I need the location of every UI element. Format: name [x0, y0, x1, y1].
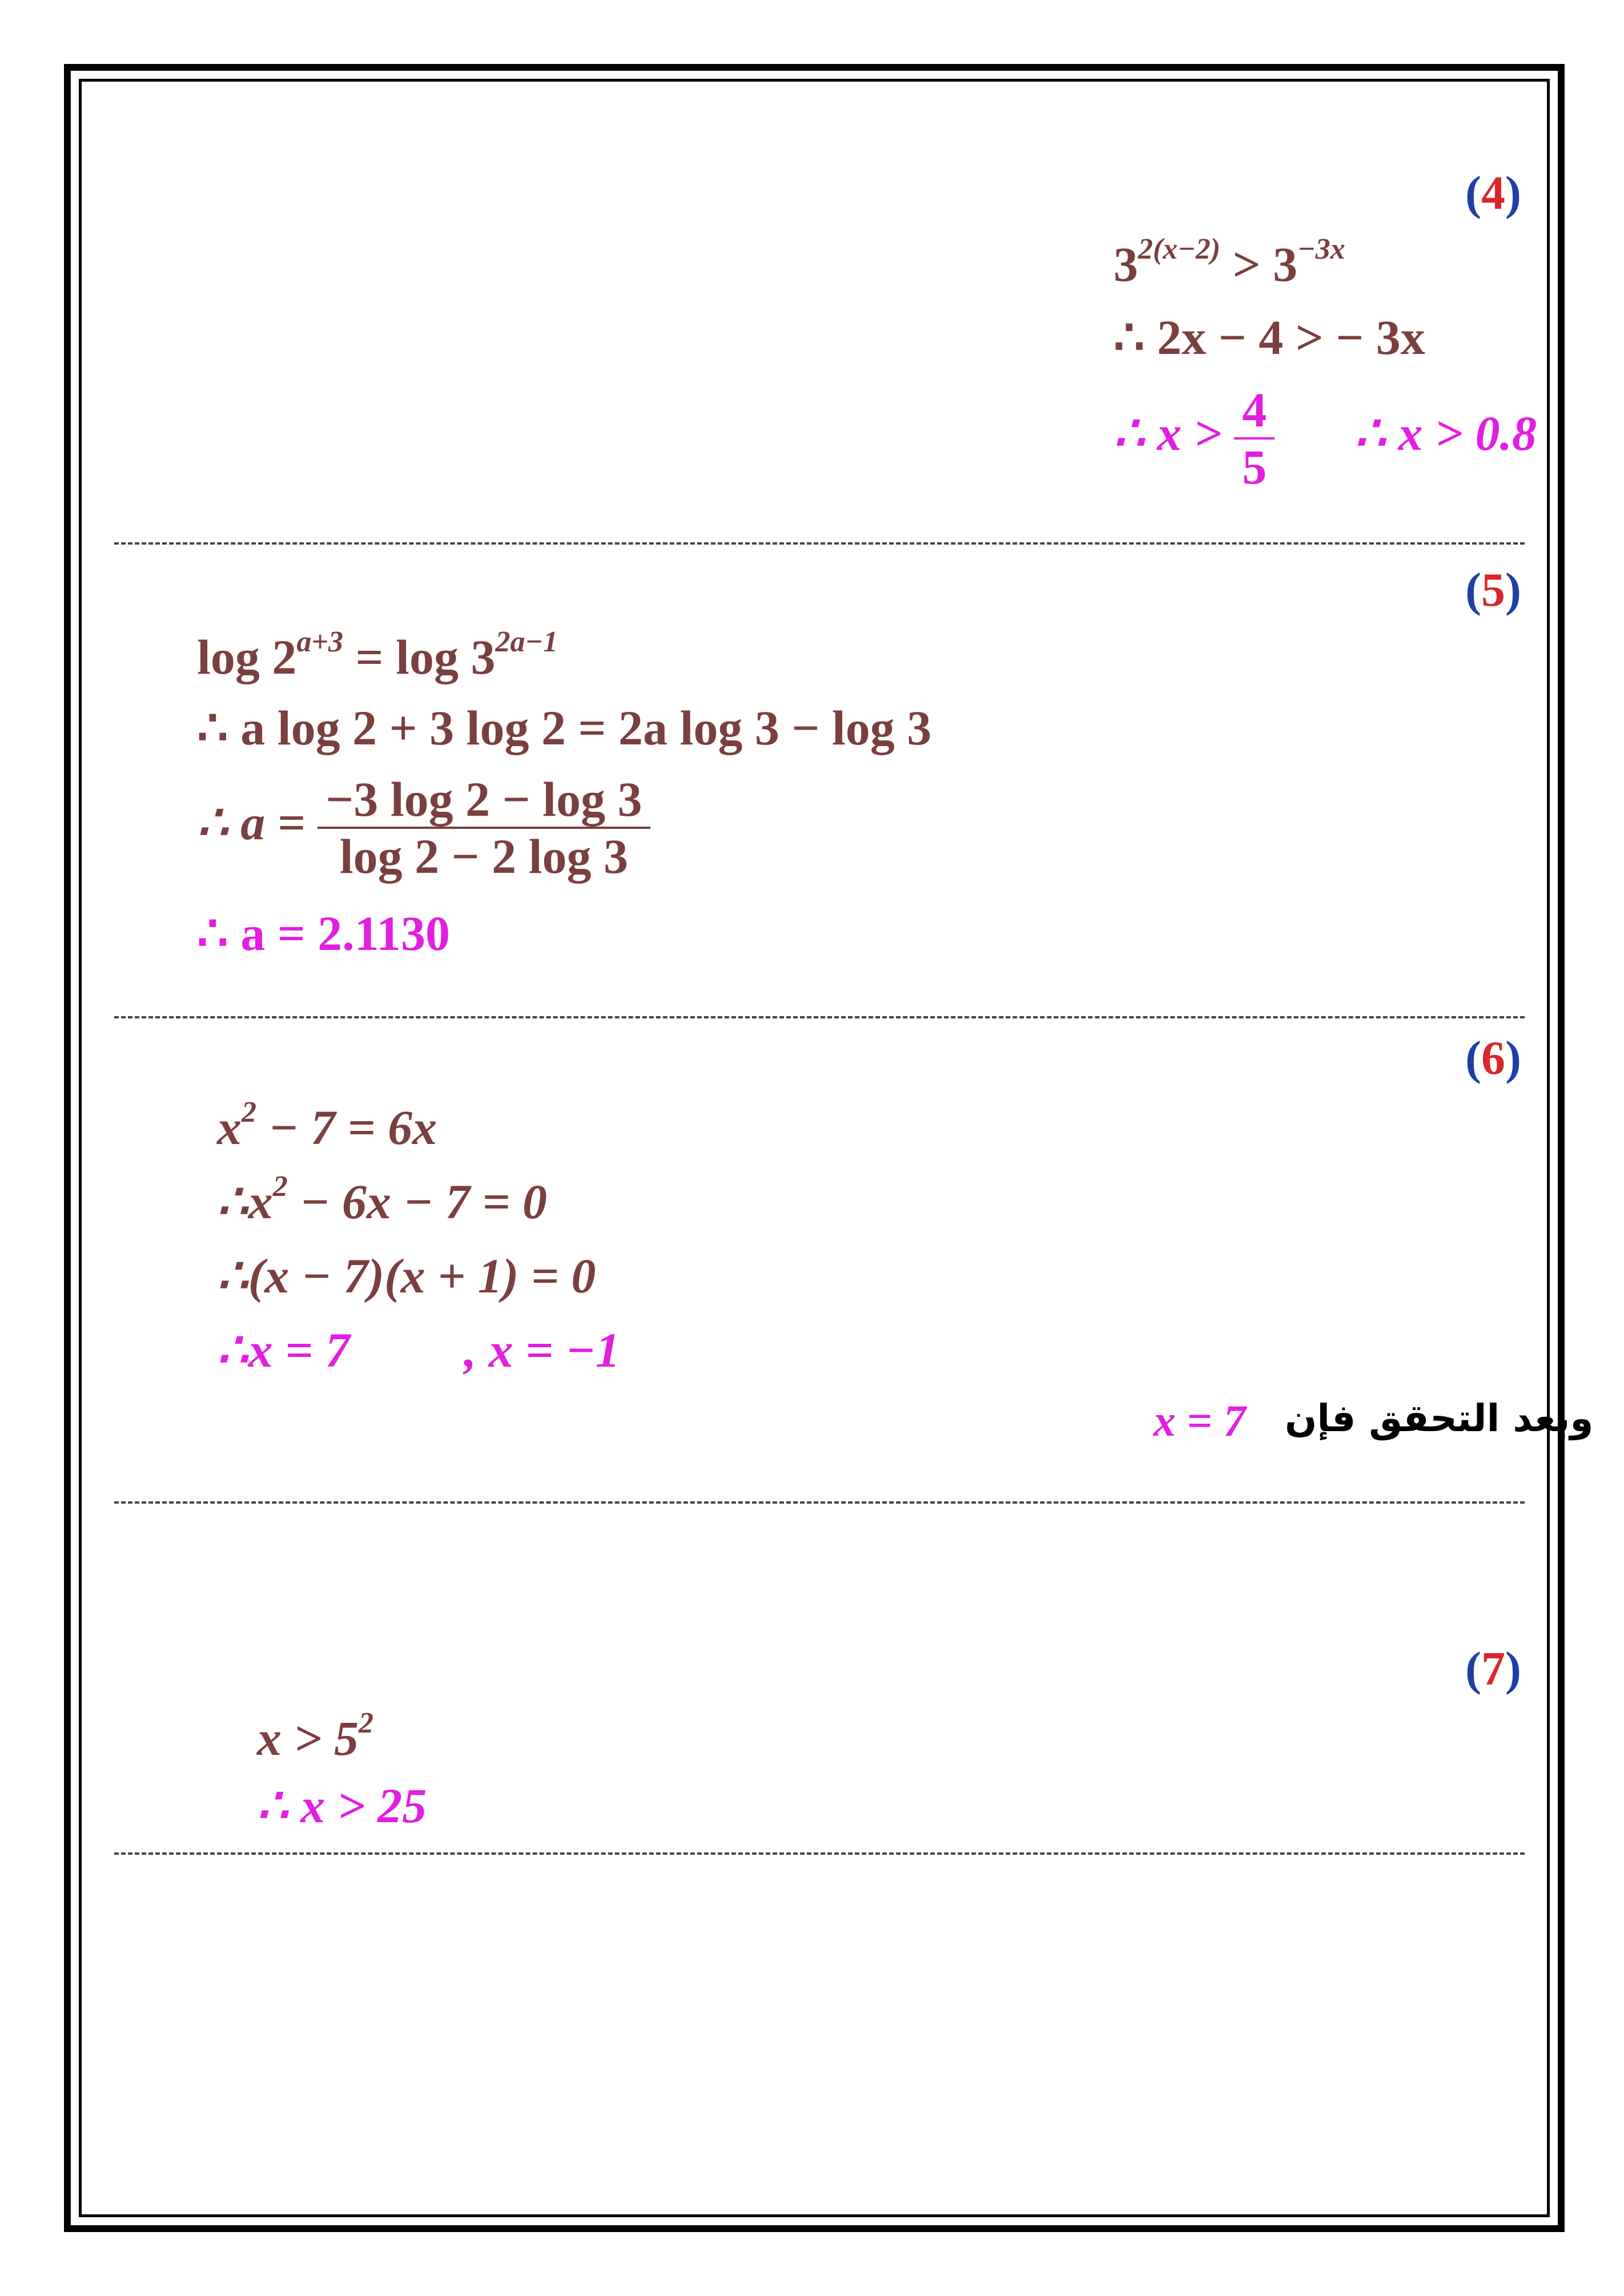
problem-6-note-arabic: وبعد التحقق فإن: [1285, 1396, 1594, 1440]
problem-5-line-3: ∴ a = $\frac{-3 \log 2 - \log 3}{\log 2 - 2 \log 3}$: [197, 772, 650, 884]
problem-6-answer: ∴x = 7 , x = −1: [217, 1323, 620, 1377]
separator-1: [114, 542, 1525, 545]
separator-2: [114, 1016, 1525, 1018]
problem-5-number: (5): [1465, 563, 1521, 617]
problem-6-line-2: $\therefore x^2 - 6x - 7 = 0$: [217, 1170, 547, 1229]
separator-4: [114, 1852, 1525, 1855]
problem-6-line-3: ∴(x − 7)(x + 1) = 0: [217, 1248, 596, 1303]
problem-5-line-1: $\log 2^{a+3} = \log 3^{2a-1}$: [197, 626, 558, 684]
problem-6-line-1: $x^2 - 7 = 6x$: [217, 1096, 437, 1155]
problem-4-answer: ∴ x > $\frac{4}{5}$ ∴ x > 0.8: [1114, 382, 1537, 495]
problem-6-number: (6): [1465, 1032, 1521, 1085]
problem-7-number: (7): [1465, 1642, 1521, 1695]
problem-4-line-2: ∴ 2x − 4 > − 3x: [1114, 310, 1425, 365]
problem-4-line-1: $3^{2(x-2)} > 3^{-3x}$: [1114, 233, 1345, 292]
problem-7-line-1: $x > 5^2$: [257, 1707, 374, 1766]
problem-7-answer: ∴ x > 25: [257, 1778, 427, 1833]
problem-4-number: (4): [1465, 167, 1521, 220]
problem-5-line-2: ∴ a log 2 + 3 log 2 = 2a log 3 − log 3: [197, 700, 932, 755]
problem-6-note-math: x = 7: [1153, 1396, 1246, 1445]
separator-3: [114, 1501, 1525, 1504]
fraction-a: $\frac{-3 \log 2 - \log 3}{\log 2 - 2 \log 3}$: [317, 772, 650, 884]
problem-5-answer: ∴ a = 2.1130: [197, 906, 450, 961]
fraction-4-5: $\frac{4}{5}$: [1234, 382, 1275, 495]
